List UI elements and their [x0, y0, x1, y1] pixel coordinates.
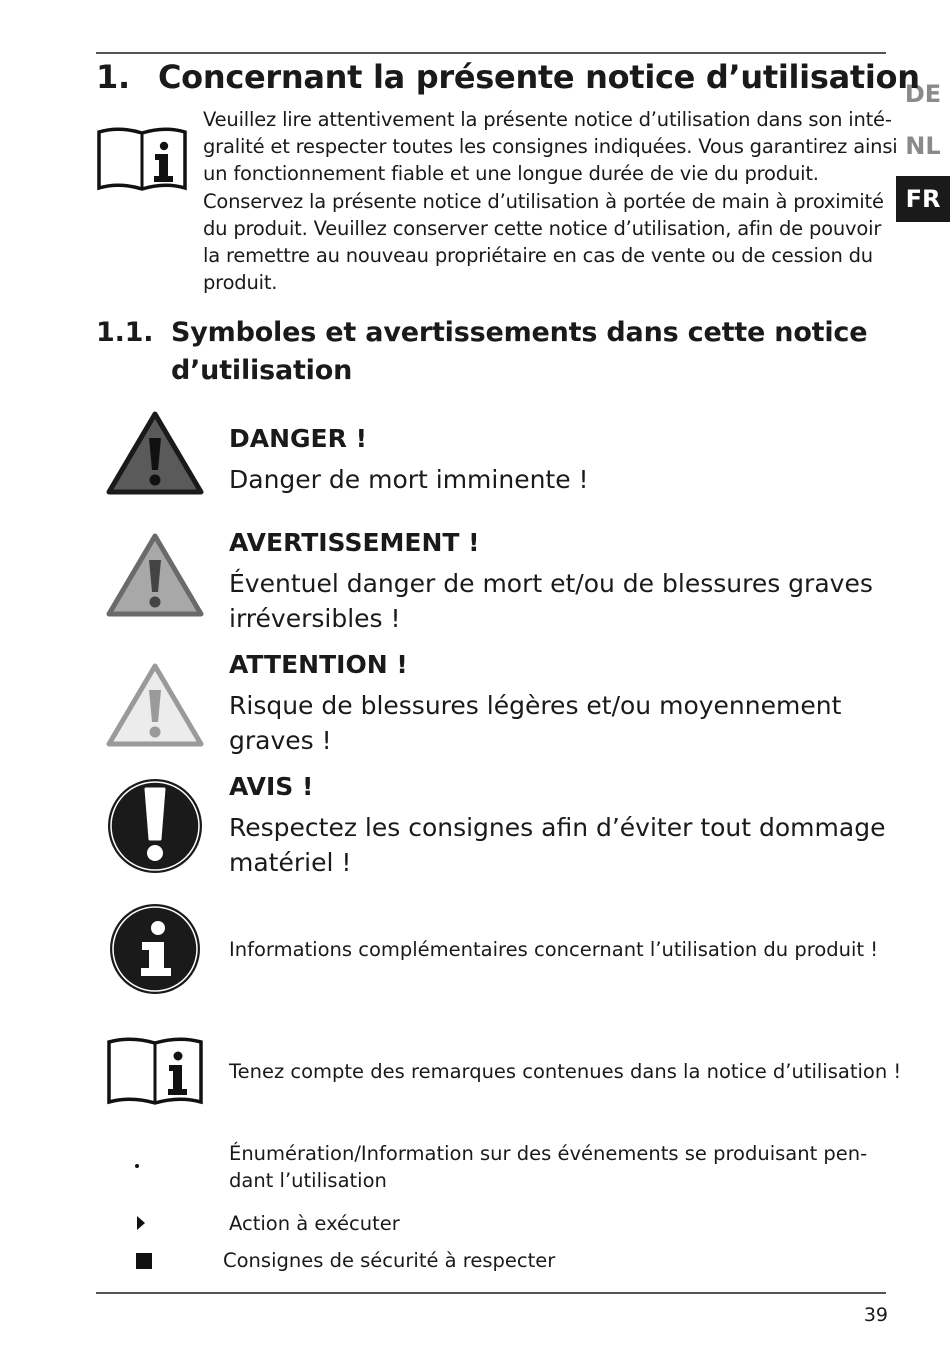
safety-text: Consignes de sécurité à respecter	[223, 1249, 556, 1272]
intro-line: la remettre au nouveau propriétaire en cas de vente ou de cession du	[203, 244, 873, 268]
notice-label: AVIS !	[229, 772, 314, 801]
intro-line: du produit. Veuillez conserver cette notice d’utilisation, afin de pouvoir	[203, 216, 882, 240]
bullet-description-line: dant l’utilisation	[229, 1169, 387, 1192]
action-text: Action à exécuter	[229, 1212, 400, 1235]
bullet-description-line: Énumération/Information sur des événements se produisant pen-	[229, 1142, 868, 1165]
section-1-1-title-line: d’utilisation	[171, 355, 353, 386]
notice-description-line: Respectez les consignes afin d’éviter tout dommage	[229, 813, 886, 842]
warning-description-line: irréversibles !	[229, 604, 401, 633]
info-circle-icon	[108, 902, 202, 996]
caution-description	[229, 688, 889, 758]
caution-triangle-icon	[106, 662, 204, 748]
bottom-rule	[96, 1292, 886, 1294]
danger-description-line: Danger de mort imminente !	[229, 465, 589, 494]
intro-line: Conservez la présente notice d’utilisation à portée de main à proximité	[203, 189, 884, 213]
arrow-right-icon	[136, 1215, 146, 1231]
manual-book-icon	[106, 1034, 204, 1108]
notice-description-line: matériel !	[229, 848, 352, 877]
top-rule	[96, 52, 886, 54]
info-text: Informations complémentaires concernant l’utilisation du produit !	[229, 938, 879, 961]
intro-line: Veuillez lire attentivement la présente notice d’utilisation dans son inté-	[203, 108, 892, 131]
warning-triangle-icon	[106, 532, 204, 618]
manual-text: Tenez compte des remarques contenues dans la notice d’utilisation !	[229, 1060, 902, 1083]
intro-paragraph	[203, 106, 898, 296]
caution-description-line: Risque de blessures légères et/ou moyennement	[229, 691, 842, 720]
lang-tab-de[interactable]: DE	[904, 80, 942, 108]
section-1-1-title	[171, 314, 871, 390]
intro-line: produit.	[203, 271, 278, 295]
page-number: 39	[863, 1304, 888, 1326]
lang-tab-nl[interactable]: NL	[905, 132, 941, 160]
notice-description	[229, 810, 889, 880]
bullet-description	[229, 1140, 867, 1194]
section-1-1-number: 1.1.	[96, 317, 154, 348]
danger-description	[229, 462, 889, 497]
exclamation-circle-icon	[106, 777, 204, 875]
caution-description-line: graves !	[229, 726, 332, 755]
bullet-dot-icon	[135, 1164, 139, 1168]
intro-line: un fonctionnement fiable et une longue durée de vie du produit.	[203, 162, 819, 186]
danger-label: DANGER !	[229, 424, 367, 453]
black-square-icon	[136, 1253, 152, 1269]
caution-label: ATTENTION !	[229, 650, 408, 679]
section-1-title: Concernant la présente notice d’utilisation	[158, 58, 920, 96]
lang-tab-fr[interactable]: FR	[896, 176, 950, 222]
danger-triangle-icon	[106, 410, 204, 496]
manual-book-icon	[96, 124, 188, 194]
warning-label: AVERTISSEMENT !	[229, 528, 480, 557]
warning-description	[229, 566, 889, 636]
section-1-heading	[96, 58, 920, 96]
intro-line: gralité et respecter toutes les consignes indiquées. Vous garantirez ainsi	[203, 135, 898, 159]
warning-description-line: Éventuel danger de mort et/ou de blessures graves	[229, 569, 873, 598]
section-1-1-title-line: Symboles et avertissements dans cette notice	[171, 317, 868, 348]
section-1-number: 1.	[96, 58, 130, 96]
